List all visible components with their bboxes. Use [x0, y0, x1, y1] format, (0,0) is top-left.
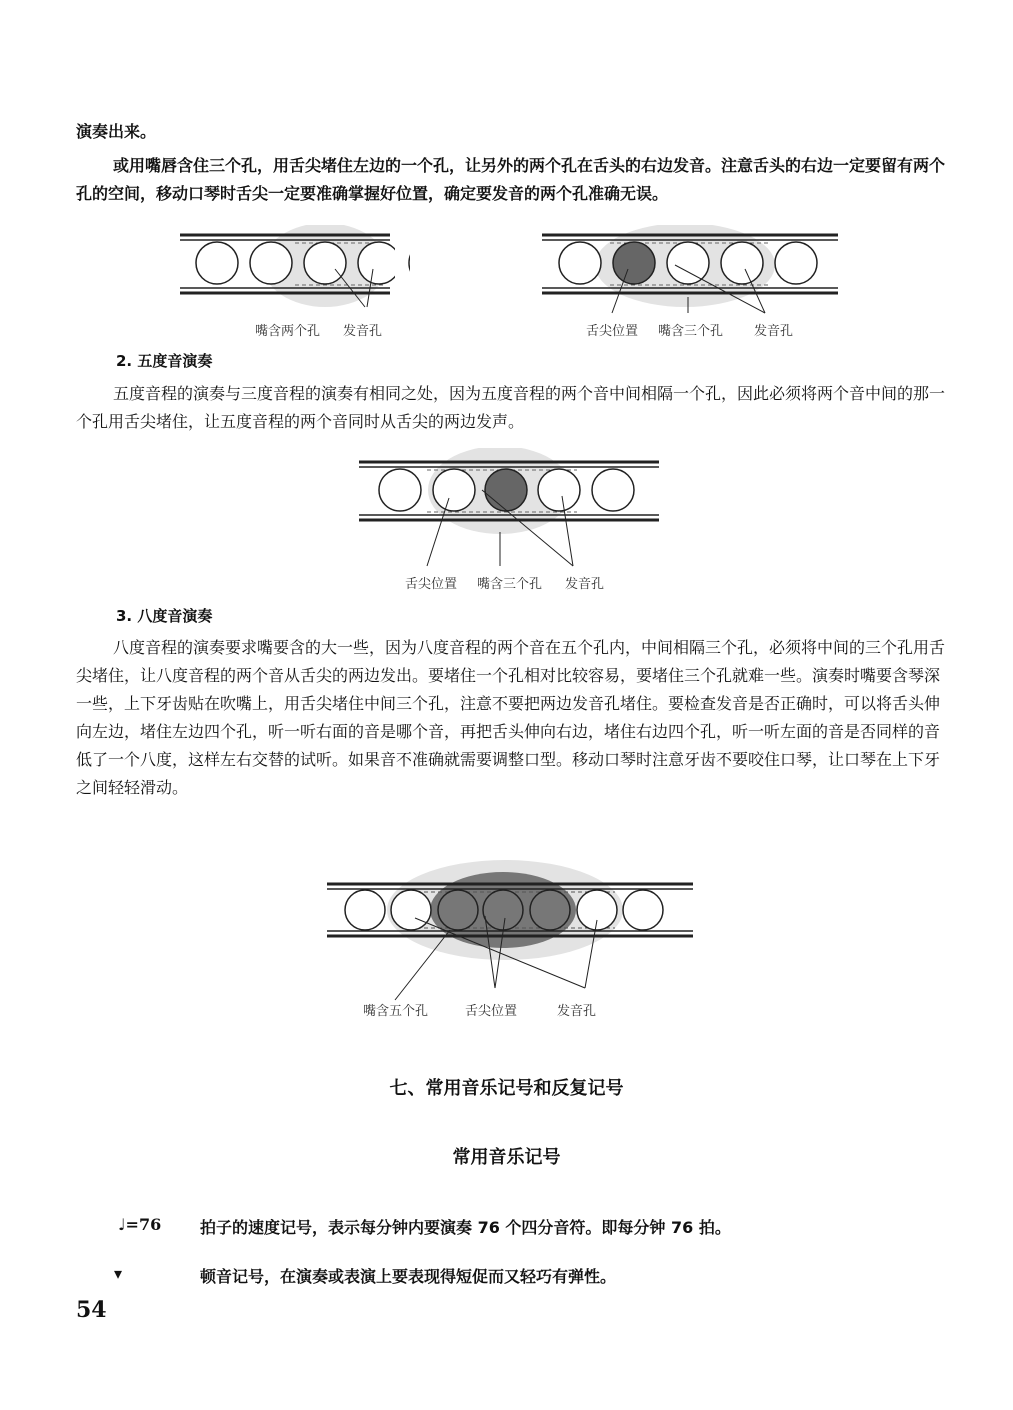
figure-three-holes [540, 225, 840, 345]
figure-two-holes [175, 225, 395, 345]
figure-octave [325, 860, 695, 1020]
fig3-caption-sound: 发音孔 [565, 577, 605, 592]
fig4-caption-mouth: 嘴含五个孔 [363, 1004, 429, 1019]
staccato-symbol: ▾ [114, 1264, 123, 1283]
staccato-description: 顿音记号，在演奏或表演上要表现得短促而又轻巧有弹性。 [200, 1267, 617, 1286]
fig4-caption-tongue: 舌尖位置 [465, 1004, 518, 1019]
tempo-symbol: ♩=76 [118, 1215, 162, 1234]
fig1-caption-mouth: 嘴含两个孔 [255, 324, 321, 339]
figure-two-holes-right-hole [395, 225, 410, 345]
paragraph-octave: 八度音程的演奏要求嘴要含的大一些，因为八度音程的两个音在五个孔内，中间相隔三个孔，必须将中间的三个孔用舌尖堵住，让八度音程的两个音从舌尖的两边发出。要堵住一个孔相对比较容易，要堵住三个孔就难一些。演奏时嘴要含琴深一些，上下牙齿贴在吹嘴上，用舌尖堵住中间三个孔，注意不要把两边发音孔堵住。要检查发音是否正确时，可以将舌头伸向左边，堵住左边四个孔，听一听右面的音是哪个音，再把舌头伸向右边，堵住右边四个孔，听一听左面的音是否同样的音低了一个八度，这样左右交替的试听。如果音不准确就需要调整口型。移动口琴时注意牙齿不要咬住口琴，让口琴在上下牙之间轻轻滑动。 [76, 638, 946, 797]
fig4-caption-sound: 发音孔 [557, 1004, 597, 1019]
section-title: 七、常用音乐记号和反复记号 [389, 1078, 624, 1099]
paragraph-two-hole: 或用嘴唇含住三个孔，用舌尖堵住左边的一个孔，让另外的两个孔在舌头的右边发音。注意舌头的右边一定要留有两个孔的空间，移动口琴时舌尖一定要准确掌握好位置，确定要发音的两个孔准确无误。 [76, 156, 946, 203]
fig2-caption-mouth: 嘴含三个孔 [658, 324, 724, 339]
heading-fifth: 2. 五度音演奏 [116, 352, 213, 370]
fig2-caption-sound: 发音孔 [754, 324, 794, 339]
fig2-caption-tongue: 舌尖位置 [586, 324, 639, 339]
paragraph-fifth: 五度音程的演奏与三度音程的演奏有相同之处，因为五度音程的两个音中间相隔一个孔，因此必须将两个音中间的那一个孔用舌尖堵住，让五度音程的两个音同时从舌尖的两边发声。 [76, 384, 946, 431]
text-line-top: 演奏出来。 [76, 122, 157, 141]
heading-octave: 3. 八度音演奏 [116, 607, 213, 625]
fig3-caption-mouth: 嘴含三个孔 [477, 577, 543, 592]
page-number: 54 [76, 1297, 107, 1323]
fig1-caption-sound: 发音孔 [343, 324, 383, 339]
tempo-description: 拍子的速度记号，表示每分钟内要演奏 76 个四分音符。即每分钟 76 拍。 [200, 1218, 731, 1237]
fig3-caption-tongue: 舌尖位置 [405, 577, 458, 592]
subsection-title: 常用音乐记号 [452, 1147, 561, 1168]
figure-fifth [357, 448, 662, 598]
